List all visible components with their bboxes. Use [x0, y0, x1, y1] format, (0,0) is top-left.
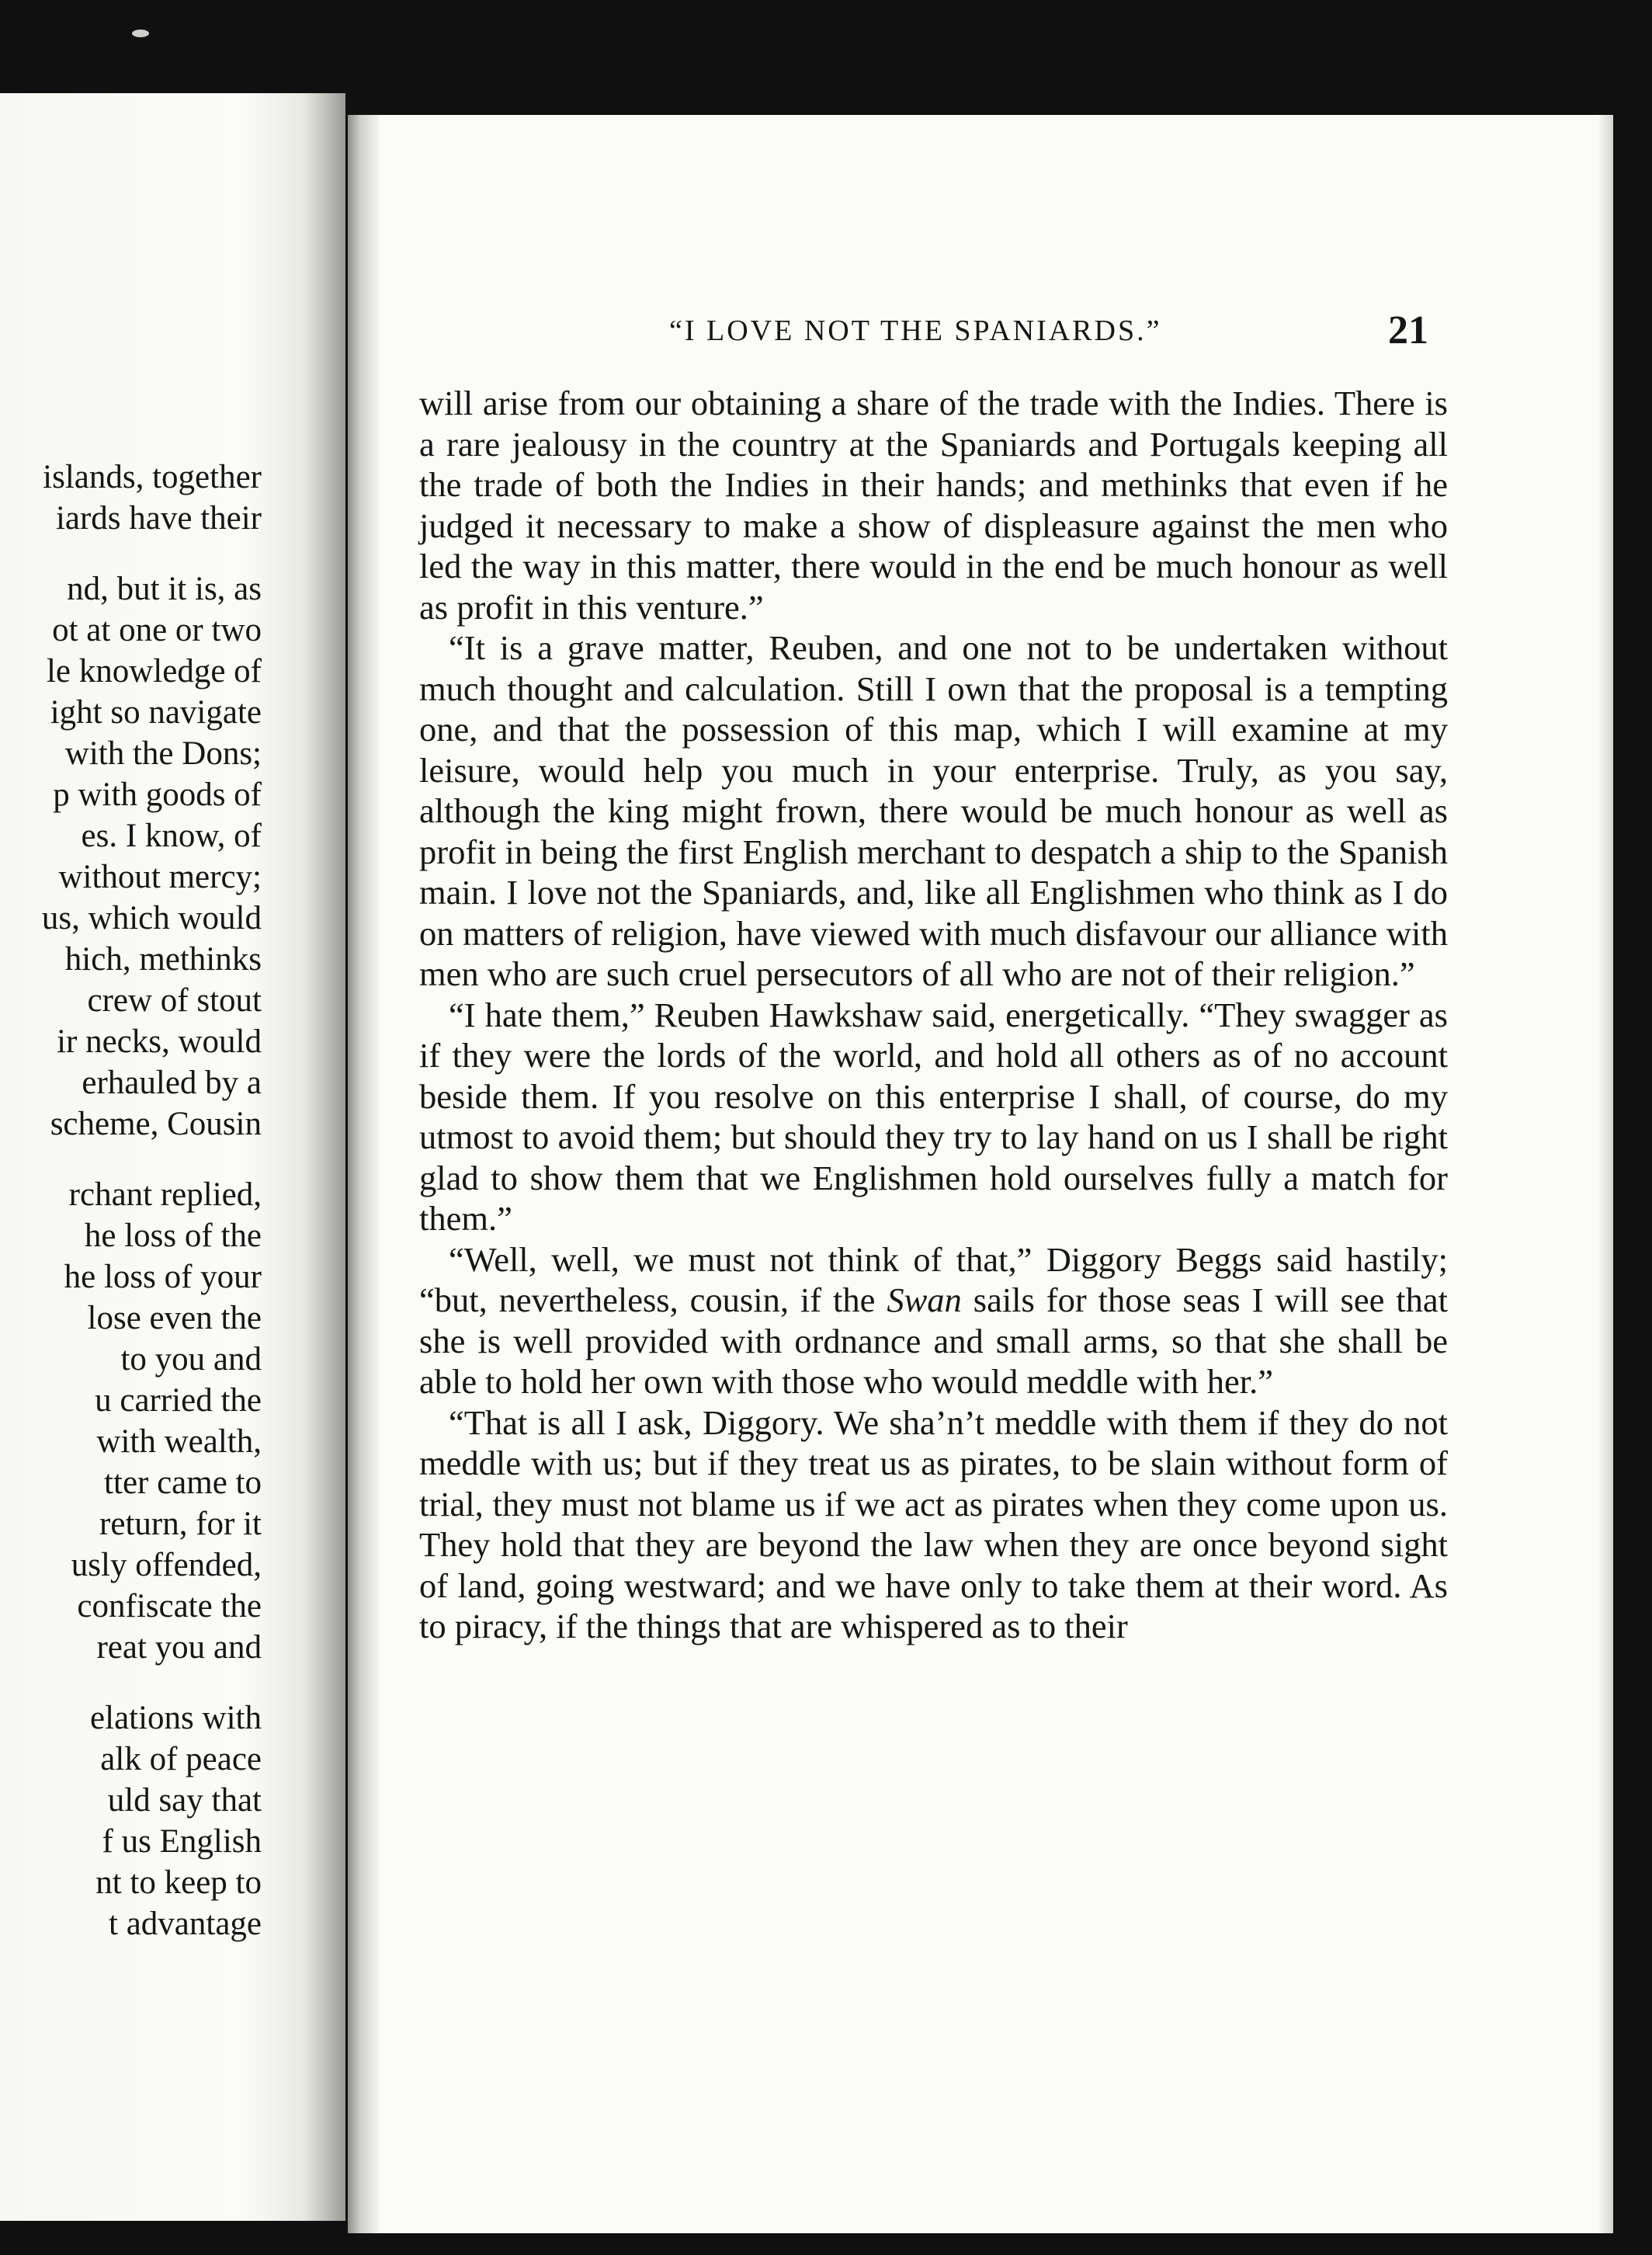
ship-name: Swan	[887, 1280, 962, 1319]
left-page-line: without mercy;	[58, 859, 262, 895]
left-page-line: u carried the	[95, 1382, 262, 1419]
left-page-line: nt to keep to	[95, 1864, 262, 1901]
left-page-line: rchant replied,	[68, 1176, 262, 1213]
left-page-line: uld say that	[107, 1782, 262, 1819]
left-page-line: islands, together	[43, 459, 262, 495]
left-page-line: to you and	[120, 1341, 262, 1378]
left-page-line: he loss of your	[64, 1259, 262, 1295]
left-page-line: tter came to	[104, 1465, 262, 1501]
left-page-text	[0, 457, 262, 1944]
left-page-line: le knowledge of	[46, 653, 262, 690]
paragraph-gap	[0, 539, 262, 568]
left-page-line: alk of peace	[100, 1741, 262, 1777]
left-page-line: us, which would	[41, 900, 262, 936]
left-page-line: he loss of the	[84, 1218, 262, 1254]
right-page	[348, 115, 1613, 2233]
left-page-line: hich, methinks	[64, 941, 262, 978]
paragraph: “Well, well, we must not think of that,” Diggory Beggs said hastily; “but, nevertheless, cousin, if the Swan sails for those seas I will see that she is well provided with ordnance and small arms, so that she shall be able to hold her own with those who would meddle with her.”	[419, 1239, 1449, 1401]
gutter-shadow	[348, 115, 379, 2233]
left-page-line: crew of stout	[87, 982, 262, 1019]
running-head: “I LOVE NOT THE SPANIARDS.”	[669, 314, 1162, 347]
scan-speck	[132, 30, 149, 37]
left-page-line: elations with	[90, 1700, 262, 1736]
paragraph: “I hate them,” Reuben Hawkshaw said, energetically. “They swagger as if they were the lords of the world, and hold all others as of no account beside them. If you resolve on this enterprise I shall, of course, do my utmost to avoid them; but should they try to lay hand on us I shall be right glad to show them that we Englishmen hold ourselves fully a match for them.”	[419, 995, 1448, 1238]
left-page-line: es. I know, of	[81, 818, 262, 854]
left-page-line: erhauled by a	[82, 1065, 262, 1101]
left-page-line: nd, but it is, as	[67, 571, 262, 607]
left-page-line: t advantage	[109, 1906, 262, 1942]
left-page-line: f us English	[102, 1823, 262, 1860]
left-page-line: reat you and	[96, 1629, 262, 1666]
left-page	[0, 93, 345, 2221]
body-text	[419, 383, 1448, 1647]
paragraph-gap	[0, 1668, 262, 1697]
left-page-line: ight so navigate	[50, 694, 262, 731]
page-edge	[1599, 115, 1613, 2233]
left-page-line: ot at one or two	[52, 612, 262, 648]
left-page-line: with wealth,	[96, 1423, 262, 1460]
left-page-line: ir necks, would	[57, 1023, 262, 1060]
left-page-line: usly offended,	[71, 1547, 262, 1583]
paragraph: “It is a grave matter, Reuben, and one not to be undertaken without much thought and calculation. Still I own that the proposal is a tempting one, and that the possession of this map, which I will examine at my leisure, would help you much in your enterprise. Truly, as you say, although the king might frown, there would be much honour as well as profit in being the first English merchant to despatch a ship to the Spanish main. I love not the Spaniards, and, like all Englishmen who think as I do on matters of religion, have viewed with much disfavour our alliance with men who are such cruel persecutors of all who are not of their religion.”	[419, 628, 1448, 993]
left-page-line: return, for it	[99, 1506, 262, 1542]
left-page-line: scheme, Cousin	[50, 1106, 262, 1142]
left-page-line: with the Dons;	[64, 735, 262, 772]
page-number: 21	[1388, 308, 1428, 353]
left-page-line: confiscate the	[77, 1588, 262, 1624]
left-page-line: iards have their	[55, 500, 262, 537]
left-page-line: lose even the	[87, 1300, 262, 1336]
paragraph: “That is all I ask, Diggory. We sha’n’t meddle with them if they do not meddle with us; but if they treat us as pirates, to be slain without form of trial, they must not blame us if we act as pirates when they come upon us. They hold that they are beyond the law when they are once beyond sight of land, going westward; and we have only to take them at their word. As to piracy, if the things that are whispered as to their	[419, 1402, 1448, 1645]
left-page-line: p with goods of	[53, 777, 262, 813]
paragraph-gap	[0, 1145, 262, 1174]
paragraph: will arise from our obtaining a share of the trade with the Indies. There is a rare jealousy in the country at the Spaniards and Portugals keeping all the trade of both the Indies in their hands; and methinks that even if he judged it necessary to make a show of displeasure against the men who led the way in this matter, there would in the end be much honour as well as profit in this venture.”	[419, 384, 1448, 627]
